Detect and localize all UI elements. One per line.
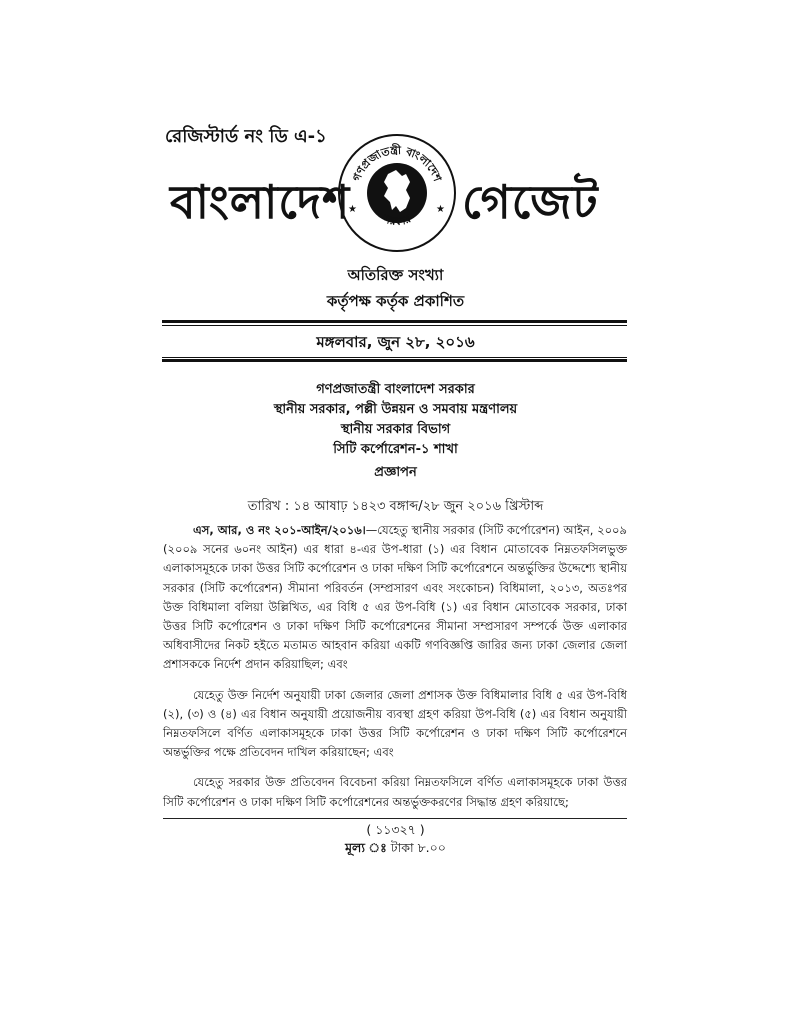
notice-heading: প্রজ্ঞাপন: [374, 465, 417, 480]
gazette-title-left: বাংলাদেশ: [170, 175, 351, 229]
header-rule-bottom-thin: [162, 357, 627, 358]
paragraph-2: যেহেতু উক্ত নির্দেশ অনুযায়ী ঢাকা জেলার জেলা প্রশাসক উক্ত বিধিমালার বিধি ৫ এর উপ-বিধি (২), (৩) ও (৪) এর বিধান অনুযায়ী প্রয়োজনীয় ব্যবস্থা গ্রহণ করিয়া উপ-বিধি (৫) এর বিধান অনুযায়ী নিম্নতফসিলে বর্ণিত এলাকাসমূহকে ঢাকা উত্তর সিটি কর্পোরেশন ও ঢাকা দক্ষিণ সিটি কর্পোরেশনে অন্তর্ভুক্তির পক্ষে প্রতিবেদন দাখিল করিয়াছেন; এবং: [163, 687, 627, 760]
branch-name: সিটি কর্পোরেশন-১ শাখা: [333, 442, 458, 457]
government-seal-icon: [336, 132, 458, 254]
gazette-title-right: গেজেট: [462, 175, 599, 229]
header-rule-top-thin: [162, 325, 627, 326]
svg-text:★: ★: [348, 204, 357, 215]
published-by-label: কর্তৃপক্ষ কর্তৃক প্রকাশিত: [326, 292, 465, 310]
issue-date: [0, 331, 791, 356]
ministry-name: স্থানীয় সরকার, পল্লী উন্নয়ন ও সমবায় মন্ত্রণালয়: [273, 402, 518, 417]
price: [0, 840, 791, 860]
division-name: স্থানীয় সরকার বিভাগ: [340, 422, 451, 437]
price-value: টাকা ৮.০০: [386, 840, 446, 855]
sro-number: এস, আর, ও নং ২০১-আইন/২০১৬।: [193, 523, 366, 537]
issue-date-rest: , জুন ২৮, ২০১৬: [366, 333, 475, 351]
header-rule-top: [162, 320, 627, 323]
extra-issue-label: অতিরিক্ত সংখ্যা: [347, 266, 444, 284]
paragraph-1-text: —যেহেতু স্থানীয় সরকার (সিটি কর্পোরেশন) আইন, ২০০৯ (২০০৯ সনের ৬০নং আইন) এর ধারা ৪-এর উপ-ধারা (১) এর বিধান মোতাবেক নিম্নতফসিলভুক্ত এলাকাসমূহকে ঢাকা উত্তর সিটি কর্পোরেশন ও ঢাকা দক্ষিণ সিটি কর্পোরেশনে অন্তর্ভুক্তির উদ্দেশ্যে স্থানীয় সরকার (সিটি কর্পোরেশন) সীমানা পরিবর্তন (সম্প্রসারণ এবং সংকোচন) বিধিমালা, ২০১৩, অতঃপর উক্ত বিধিমালা বলিয়া উল্লিখিত, এর বিধি ৫ এর উপ-বিধি (১) এর বিধান মোতাবেক সরকার, ঢাকা উত্তর সিটি কর্পোরেশন ও ঢাকা দক্ষিণ সিটি কর্পোরেশনের সীমানা সম্প্রসারণ সম্পর্কে উক্ত এলাকার অধিবাসীদের নিকট হইতে মতামত আহবান করিয়া একটি গণবিজ্ঞপ্তি জারির জন্য ঢাকা জেলার জেলা প্রশাসককে নির্দেশ প্রদান করিয়াছিল; এবং: [163, 523, 627, 672]
paragraph-1: [163, 521, 627, 675]
svg-text:গণপ্রজাতন্ত্রী বাংলাদেশ: গণপ্রজাতন্ত্রী বাংলাদেশ: [350, 143, 444, 184]
paragraph-3: যেহেতু সরকার উক্ত প্রতিবেদন বিবেচনা করিয়া নিম্নতফসিলে বর্ণিত এলাকাসমূহকে ঢাকা উত্তর সিটি কর্পোরেশন ও ঢাকা দক্ষিণ সিটি কর্পোরেশনের অন্তর্ভুক্তকরণের সিদ্ধান্ত গ্রহণ করিয়াছে;: [163, 775, 627, 809]
government-name: গণপ্রজাতন্ত্রী বাংলাদেশ সরকার: [316, 382, 475, 397]
notice-body: [163, 521, 627, 823]
price-label: মূল্য ঃ: [345, 840, 387, 855]
government-block: [0, 380, 791, 460]
footer-rule: [163, 818, 627, 819]
header-rule-bottom: [162, 359, 627, 362]
page-number: ( ১১৩২৭ ): [366, 822, 425, 837]
registered-number: রেজিস্টার্ড নং ডি এ-১: [165, 126, 327, 147]
notice-date: তারিখ : ১৪ আষাঢ় ১৪২৩ বঙ্গাব্দ/২৮ জুন ২০১৬ খ্রিস্টাব্দ: [247, 499, 544, 514]
svg-text:সরকার: সরকার: [381, 212, 413, 229]
issue-weekday: মঙ্গলবার: [316, 333, 367, 351]
svg-text:★: ★: [436, 204, 445, 215]
